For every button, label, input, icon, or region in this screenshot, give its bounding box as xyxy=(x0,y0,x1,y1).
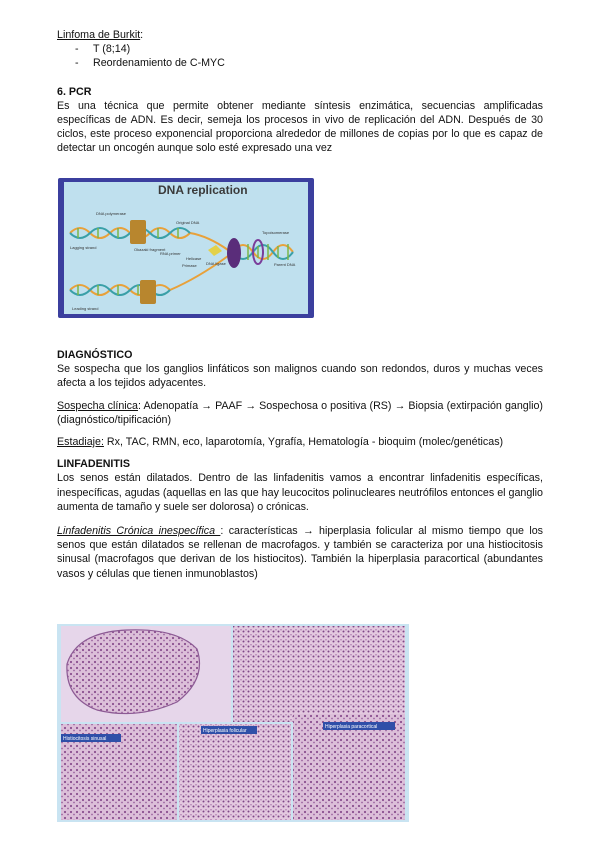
label-rna-primer: RNA primer xyxy=(160,251,181,256)
dna-polymerase-shape xyxy=(130,220,146,244)
sospecha-clinica-paragraph: Sospecha clínica: Adenopatía → PAAF → Sospechosa o positiva (RS) → Biopsia (extirpación ganglio) (diagnóstico/tipificación) xyxy=(57,399,543,426)
helicase-shape xyxy=(227,238,241,268)
diagnosis-section xyxy=(57,348,543,581)
list-item: - Reordenamiento de C-MYC xyxy=(57,56,543,70)
label-original-dna: Original DNA xyxy=(176,220,200,225)
pcr-heading: 6. PCR xyxy=(57,85,92,98)
list-item: - T (8;14) xyxy=(57,42,543,56)
label-leading-strand: Leading strand xyxy=(72,306,99,311)
label-dna-polymerase: DNA polymerase xyxy=(96,211,127,216)
label-primase: Primase xyxy=(182,263,197,268)
estadiaje-paragraph: Estadiaje: Rx, TAC, RMN, eco, laparotomía, Ygrafía, Hematología - bioquim (molec/genéticas) xyxy=(57,436,504,449)
label-topoisomerase: Topoisomerase xyxy=(262,230,290,235)
burkitt-title: Linfoma de Burkit: xyxy=(57,29,144,41)
linfadenitis-heading: LINFADENITIS xyxy=(57,458,131,471)
label-folicular: Hiperplasia folicular xyxy=(203,728,247,734)
burkitt-list xyxy=(57,42,543,70)
diagnostico-paragraph: Se sospecha que los ganglios linfáticos son malignos cuando son redondos, duros y muchas veces afecta a los tejidos adyacentes. xyxy=(57,363,543,390)
label-paracortical: Hiperplasia paracortical xyxy=(325,724,378,730)
dna-replication-figure xyxy=(58,178,314,318)
label-helicase: Helicase xyxy=(186,256,202,261)
linfadenitis-paragraph: Los senos están dilatados. Dentro de las linfadenitis vamos a encontrar linfadenitis específicas, inespecíficas, agudas (aquellas en las que hay leucocitos polinucleares neutrófilos entonces el ganglio aumenta de tamaño y suele ser dolorosa) o crónicas. xyxy=(57,472,543,513)
panel-folicular xyxy=(179,724,291,820)
histology-figure xyxy=(57,624,409,822)
label-lagging-strand: Lagging strand xyxy=(70,245,97,250)
panel-upper-right xyxy=(233,626,405,722)
figure-title: DNA replication xyxy=(158,183,248,197)
label-histiocitosis: Histiocitosis sinusal xyxy=(63,736,107,742)
label-parent-dna: Parent DNA xyxy=(274,262,296,267)
label-dna-ligase: DNA ligase xyxy=(206,261,226,266)
label-okazaki: Okazaki fragment xyxy=(134,247,166,252)
dna-polymerase-lower-shape xyxy=(140,280,156,304)
document-page xyxy=(57,28,543,156)
diagnostico-heading: DIAGNÓSTICO xyxy=(57,349,133,361)
linfadenitis-cronica-paragraph: Linfadenitis Crónica inespecífica : características → hiperplasia folicular al mismo tiempo que los senos que están dilatados se rellenan de macrofagos. y también se caracteriza por una histiocitosis sinusal (macrofagos que derivan de los histiocitos). También la hiperplasia paracortical (abundantes vasos y células que tienen inmunoblastos) xyxy=(57,525,543,580)
pcr-paragraph: Es una técnica que permite obtener mediante síntesis enzimática, secuencias amplificadas específicas de ADN. Es decir, semeja los procesos in vivo de replicación del ADN. Después de 30 ciclos, este proceso exponencial proporciona alrededor de millones de copias por lo que es capaz de detectar un oncogén aunque solo esté expresado una vez xyxy=(57,99,543,155)
